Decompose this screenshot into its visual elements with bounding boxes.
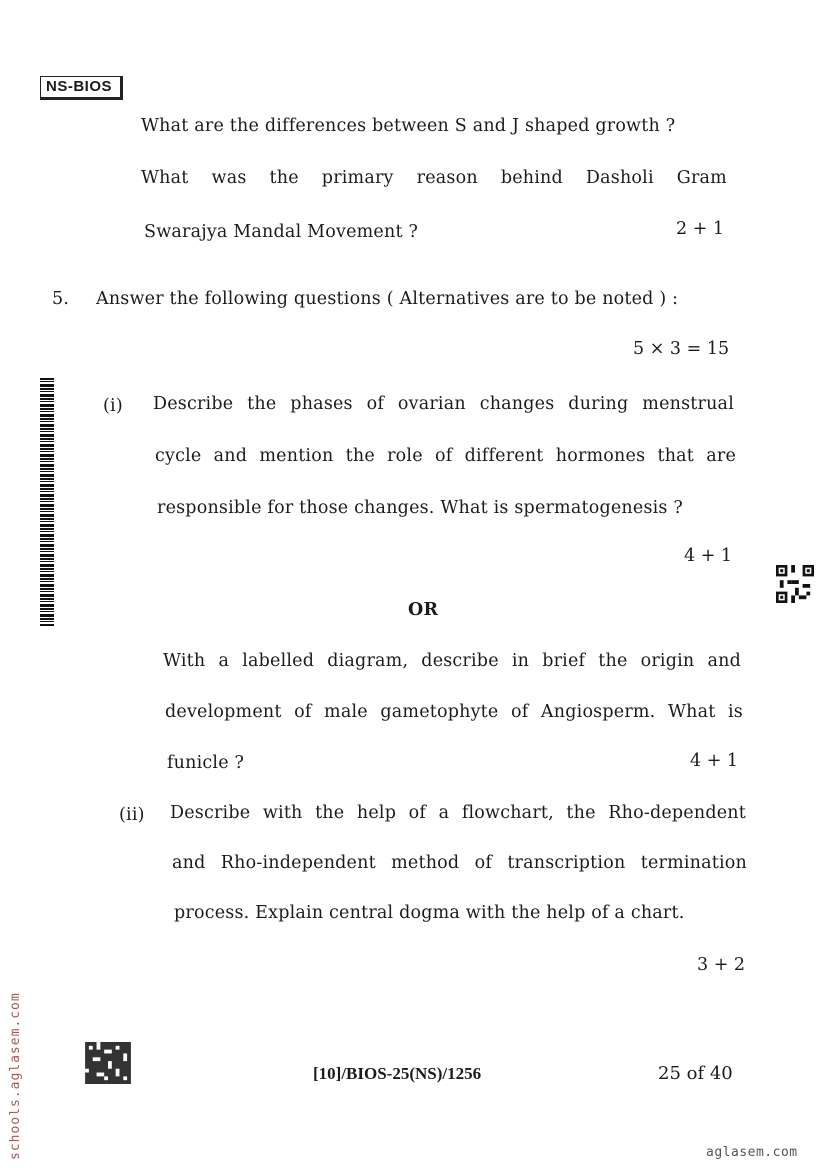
or-label: OR	[408, 600, 439, 620]
barcode-strip	[40, 378, 54, 626]
question-5-total-marks: 5 × 3 = 15	[633, 339, 730, 359]
part-i-line-2: cycle and mention the role of different hormones that are	[155, 446, 736, 466]
alt-line-1: With a labelled diagram, describe in brief the origin and	[163, 651, 741, 671]
question-5-number: 5.	[52, 289, 70, 309]
watermark-corner: aglasem.com	[706, 1145, 798, 1160]
word: reason	[416, 168, 478, 188]
part-i-line-1: Describe the phases of ovarian changes during menstrual	[153, 394, 734, 414]
part-ii-line-1: Describe with the help of a flowchart, the Rho-dependent	[170, 803, 746, 823]
question-5-instruction: Answer the following questions ( Alternatives are to be noted ) :	[96, 289, 679, 309]
word: What	[141, 168, 189, 188]
part-ii-label: (ii)	[119, 805, 145, 825]
part-i-label: (i)	[103, 396, 123, 416]
word: behind	[500, 168, 563, 188]
part-i-marks: 4 + 1	[684, 546, 733, 566]
prev-question-line-2	[141, 168, 727, 188]
alt-line-3: funicle ?	[167, 753, 245, 773]
part-i-line-3: responsible for those changes. What is spermatogenesis ?	[157, 498, 683, 518]
word: the	[269, 168, 299, 188]
page-number: 25 of 40	[658, 1063, 733, 1084]
word: primary	[321, 168, 394, 188]
prev-question-marks: 2 + 1	[676, 219, 725, 239]
prev-question-line-3: Swarajya Mandal Movement ?	[144, 222, 419, 242]
word: was	[211, 168, 247, 188]
word: Dasholi	[585, 168, 654, 188]
alt-line-2: development of male gametophyte of Angiosperm. What is	[165, 702, 743, 722]
part-ii-line-3: process. Explain central dogma with the help of a chart.	[174, 903, 685, 923]
part-ii-marks: 3 + 2	[697, 955, 746, 975]
qr-code-bottom-icon	[85, 1042, 131, 1084]
word: Gram	[676, 168, 727, 188]
footer-paper-code: [10]/BIOS-25(NS)/1256	[313, 1064, 482, 1083]
qr-code-icon	[776, 564, 814, 604]
alt-marks: 4 + 1	[690, 751, 739, 771]
part-ii-line-2: and Rho-independent method of transcription termination	[172, 853, 747, 873]
paper-code-box: NS-BIOS	[40, 76, 123, 100]
prev-question-line-1: What are the differences between S and J shaped growth ?	[141, 116, 676, 136]
watermark-vertical: schools.aglasem.com	[8, 992, 23, 1160]
